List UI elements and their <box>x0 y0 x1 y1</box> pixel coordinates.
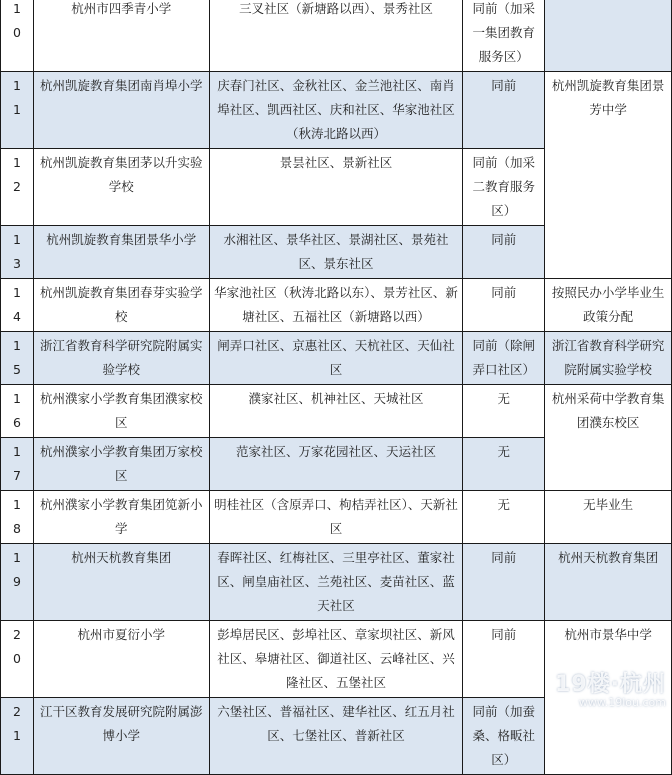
districts-cell: 范家社区、万家花园社区、天运社区 <box>209 438 463 491</box>
table-row <box>1 544 672 621</box>
districts-cell: 水湘社区、景华社区、景湖社区、景苑社区、景东社区 <box>209 226 463 279</box>
school-cell: 杭州凯旋教育集团南肖埠小学 <box>33 72 209 149</box>
school-cell: 杭州濮家小学教育集团濮家校区 <box>33 385 209 438</box>
school-cell: 杭州凯旋教育集团春芽实验学校 <box>33 279 209 332</box>
school-cell: 杭州濮家小学教育集团万家校区 <box>33 438 209 491</box>
group-cell: 同前 <box>463 544 545 621</box>
row-number: 1 0 <box>1 0 34 72</box>
watermark-url: www.19lou.com <box>578 696 666 709</box>
group-cell: 同前 <box>463 226 545 279</box>
districts-cell: 春晖社区、红梅社区、三里亭社区、董家社区、闸皇庙社区、兰苑社区、麦苗社区、蓝天社区 <box>209 544 463 621</box>
table-row <box>1 0 672 72</box>
group-cell: 无 <box>463 491 545 544</box>
districts-cell: 庆春门社区、金秋社区、金兰池社区、南肖埠社区、凯西社区、庆和社区、华家池社区（秋涛北路以西） <box>209 72 463 149</box>
middle-school-cell: 浙江省教育科学研究院附属实验学校 <box>545 332 672 385</box>
middle-school-cell: 杭州天杭教育集团 <box>545 544 672 621</box>
school-cell: 江干区教育发展研究院附属澎博小学 <box>33 698 209 775</box>
school-cell: 杭州凯旋教育集团景华小学 <box>33 226 209 279</box>
group-cell: 同前（加蚕桑、格畈社区） <box>463 698 545 775</box>
row-number: 1 3 <box>1 226 34 279</box>
school-cell: 杭州市夏衍小学 <box>33 621 209 698</box>
group-cell: 同前（除闸弄口社区） <box>463 332 545 385</box>
group-cell: 同前（加采二教育服务区） <box>463 149 545 226</box>
row-number: 1 5 <box>1 332 34 385</box>
middle-school-cell <box>545 0 672 72</box>
districts-cell: 彭埠居民区、彭埠社区、章家坝社区、新风社区、皋塘社区、御道社区、云峰社区、兴隆社区、五堡社区 <box>209 621 463 698</box>
middle-school-cell: 杭州采荷中学教育集团濮东校区 <box>545 385 672 491</box>
row-number: 2 1 <box>1 698 34 775</box>
table-row <box>1 385 672 438</box>
districts-cell: 六堡社区、普福社区、建华社区、红五月社区、七堡社区、普新社区 <box>209 698 463 775</box>
school-cell: 杭州凯旋教育集团茅以升实验学校 <box>33 149 209 226</box>
row-number: 1 7 <box>1 438 34 491</box>
school-cell: 杭州天杭教育集团 <box>33 544 209 621</box>
group-cell: 无 <box>463 385 545 438</box>
group-cell: 同前（加采一集团教育服务区） <box>463 0 545 72</box>
row-number: 1 9 <box>1 544 34 621</box>
school-cell: 杭州市四季青小学 <box>33 0 209 72</box>
row-number: 1 2 <box>1 149 34 226</box>
group-cell: 同前 <box>463 279 545 332</box>
districts-cell: 景昙社区、景新社区 <box>209 149 463 226</box>
middle-school-cell: 按照民办小学毕业生政策分配 <box>545 279 672 332</box>
districts-cell: 闸弄口社区、京惠社区、天杭社区、天仙社区 <box>209 332 463 385</box>
table-row <box>1 279 672 332</box>
school-cell: 杭州濮家小学教育集团笕新小学 <box>33 491 209 544</box>
districts-cell: 华家池社区（秋涛北路以东）、景芳社区、新塘社区、五福社区（新塘路以西） <box>209 279 463 332</box>
row-number: 2 0 <box>1 621 34 698</box>
districts-cell: 濮家社区、机神社区、天城社区 <box>209 385 463 438</box>
table-row <box>1 621 672 698</box>
group-cell: 同前 <box>463 621 545 698</box>
table-row <box>1 72 672 149</box>
districts-cell: 三叉社区（新塘路以西）、景秀社区 <box>209 0 463 72</box>
group-cell: 无 <box>463 438 545 491</box>
middle-school-cell: 杭州凯旋教育集团景芳中学 <box>545 72 672 279</box>
watermark-logo-text: 19楼·杭州 <box>555 672 666 697</box>
row-number: 1 1 <box>1 72 34 149</box>
row-number: 1 6 <box>1 385 34 438</box>
row-number: 1 4 <box>1 279 34 332</box>
middle-school-cell: 杭州市景华中学 <box>545 621 672 775</box>
group-cell: 同前 <box>463 72 545 149</box>
districts-cell: 明桂社区（含原弄口、枸桔弄社区）、天新社区 <box>209 491 463 544</box>
row-number: 1 8 <box>1 491 34 544</box>
table-row <box>1 491 672 544</box>
school-cell: 浙江省教育科学研究院附属实验学校 <box>33 332 209 385</box>
middle-school-cell: 无毕业生 <box>545 491 672 544</box>
table-row <box>1 332 672 385</box>
